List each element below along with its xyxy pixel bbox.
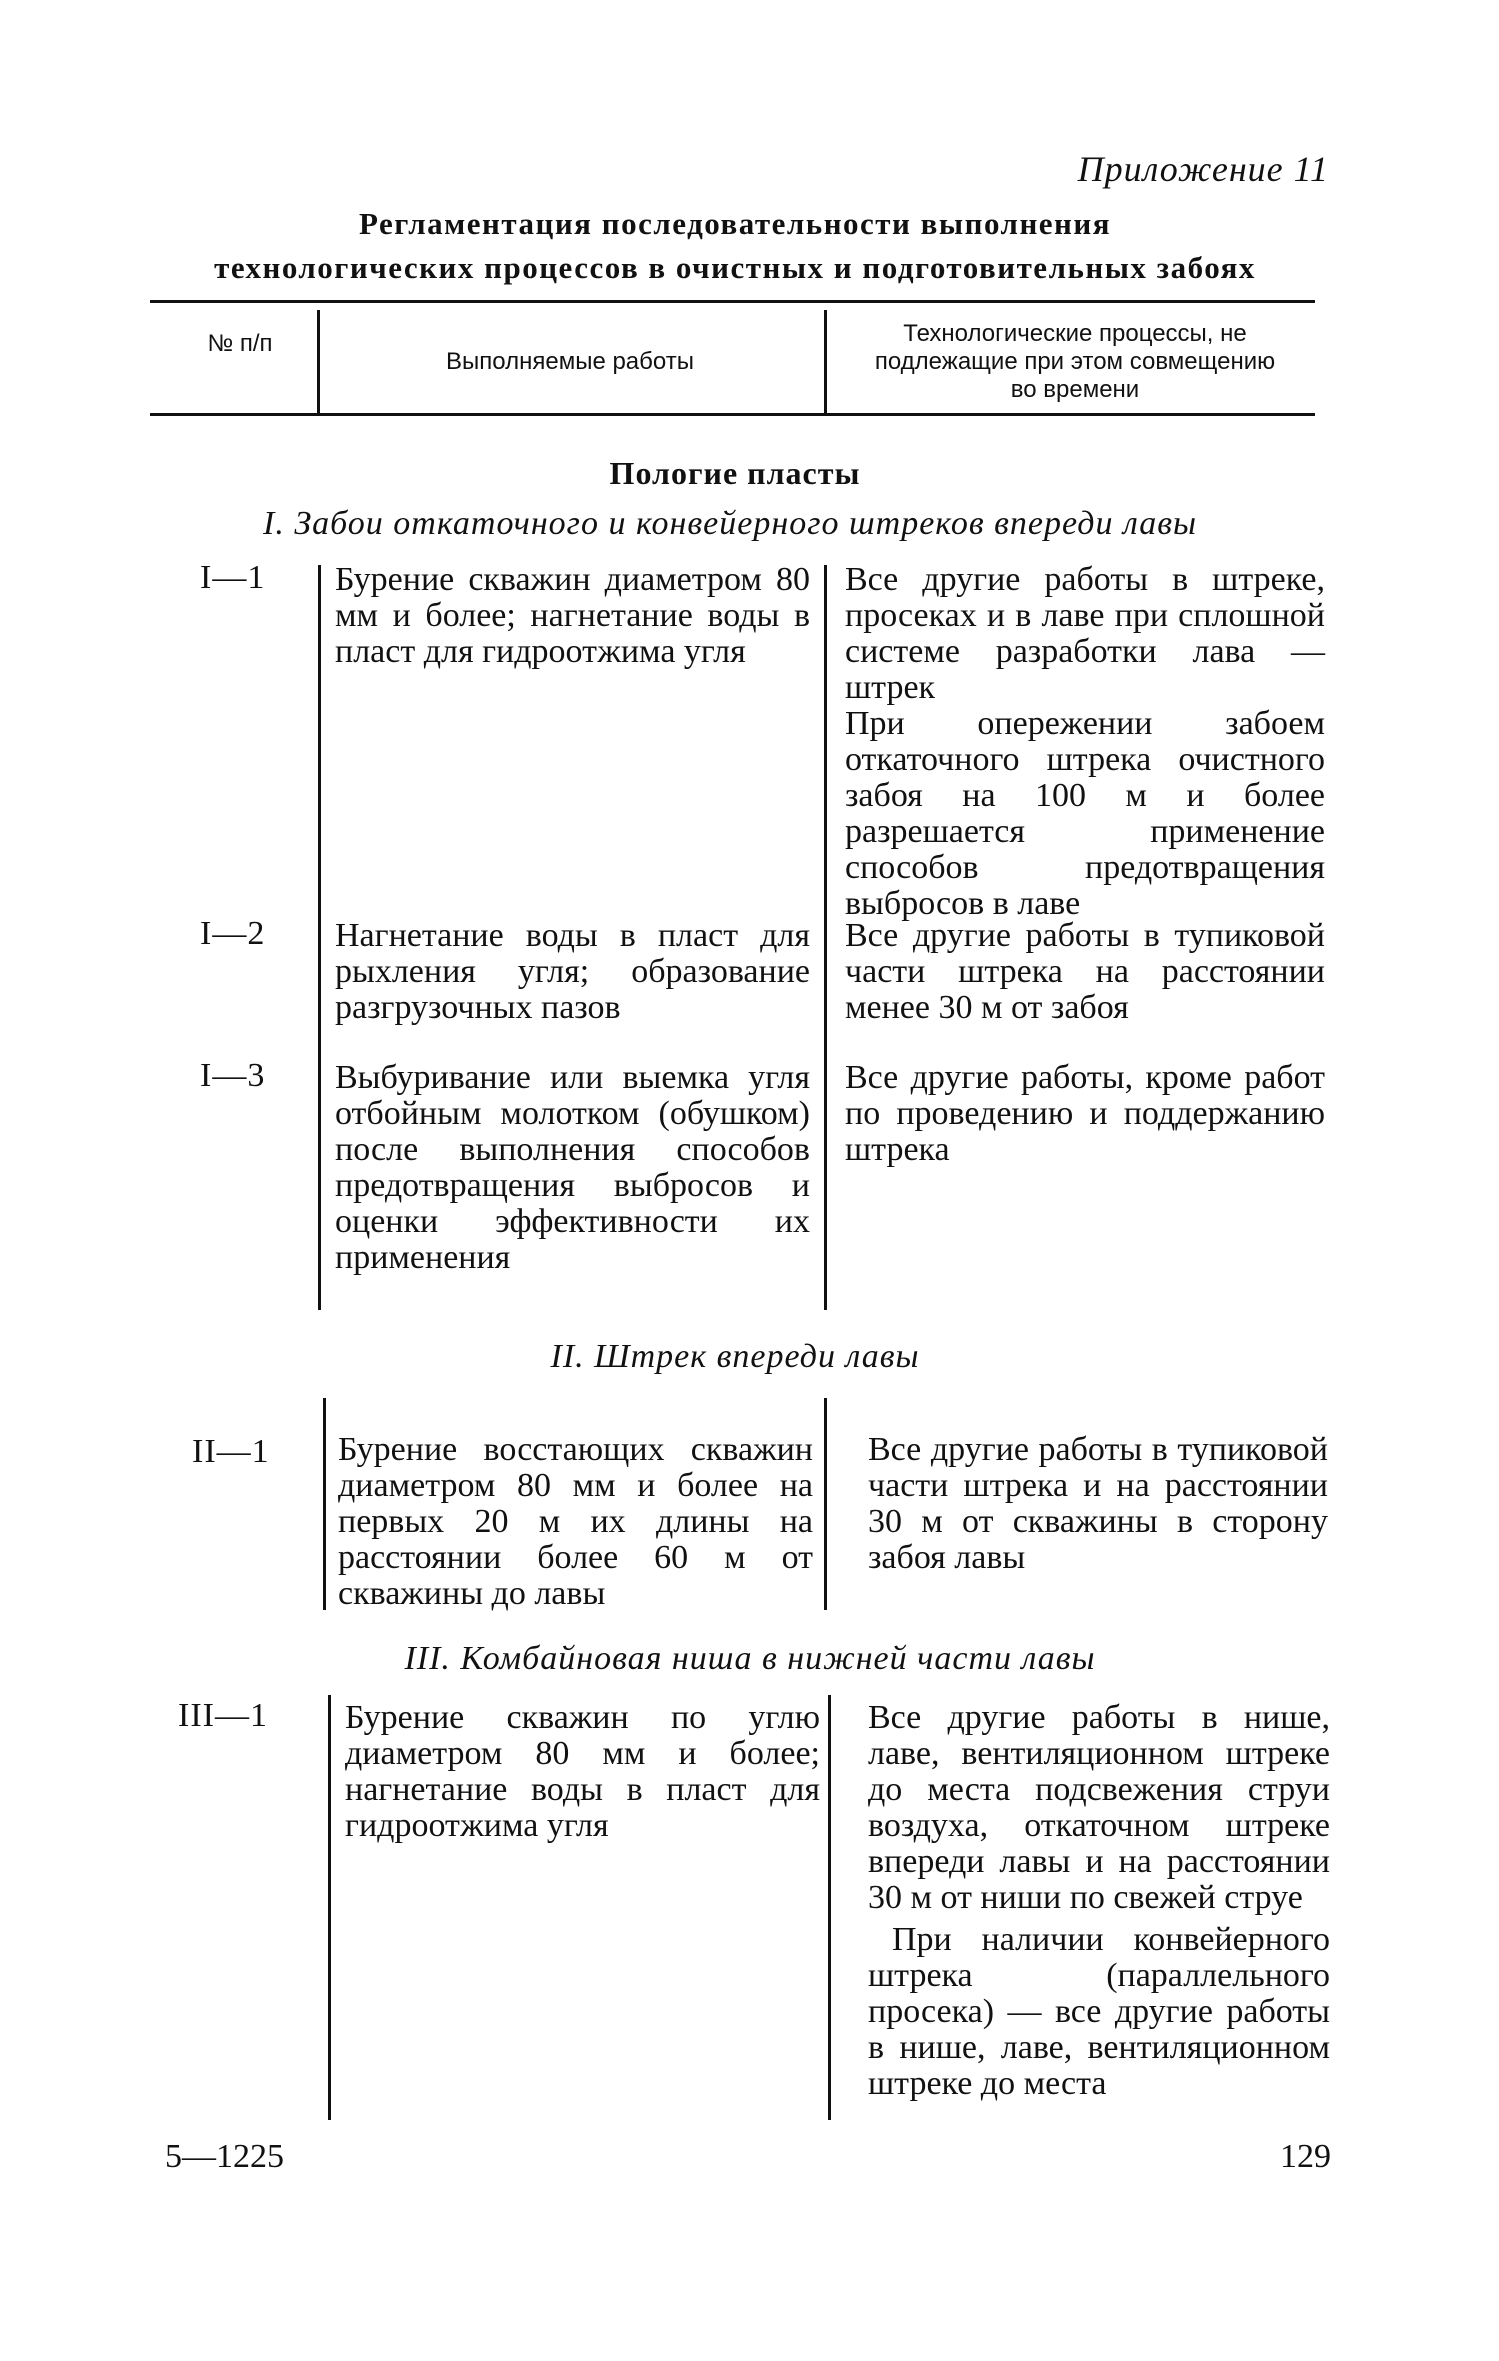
process-item: Все другие работы в нише, лаве, вентиляционном штреке до места подсвежения струи воздуха, откаточном штреке впереди лавы и на расстоянии 30 м от ниши по свежей струе (868, 1699, 1330, 1916)
process-item: При наличии конвейерного штрека (параллельного просека) — все другие работы в нише, лаве, вентиляционном штреке до места (868, 1921, 1330, 2102)
section-3-title: III. Комбайновая ниша в нижней части лавы (404, 1640, 1096, 1677)
row-work: Бурение восстающих скважин диаметром 80 мм и более на первых 20 м их длины на расстоянии более 60 м от скважины до лавы (338, 1431, 813, 1612)
row-number: I—3 (200, 1057, 266, 1094)
process-item: Все другие работы в штреке, просеках и в лаве при сплошной системе разработки лава — штрек (845, 561, 1325, 706)
row-processes (845, 562, 1325, 922)
footer-signature: 5—1225 (165, 2138, 284, 2175)
header-col-work: Выполняемые работы (446, 348, 694, 375)
header-divider-2 (824, 310, 827, 414)
header-divider-1 (317, 310, 320, 414)
heading-gentle-seams: Пологие пласты (609, 455, 861, 491)
section-2-divider-left (323, 1398, 326, 1610)
process-item: Все другие работы в тупиковой части штрека и на расстоянии 30 м от скважины в сторону забоя лавы (868, 1431, 1328, 1576)
row-work: Бурение скважин по углю диаметром 80 мм и более; нагнетание воды в пласт для гидроотжима угля (345, 1699, 820, 1844)
process-item: При опережении забоем откаточного штрека очистного забоя на 100 м и более разрешается применение способов предотвращения выбросов в лаве (845, 705, 1325, 922)
row-number: I—2 (200, 915, 266, 952)
section-1-title: I. Забои откаточного и конвейерного штреков впереди лавы (263, 505, 1197, 542)
section-3-divider-left (328, 1695, 331, 2120)
row-number: I—1 (200, 559, 266, 596)
row-work: Бурение скважин диаметром 80 мм и более; нагнетание воды в пласт для гидроотжима угля (335, 561, 810, 670)
table-top-rule (150, 300, 1315, 303)
document-title (140, 202, 1330, 290)
row-number: III—1 (178, 1697, 268, 1734)
appendix-label: Приложение 11 (1077, 149, 1329, 189)
section-3-divider-right (828, 1695, 831, 2120)
row-work: Нагнетание воды в пласт для рыхления угля; образование разгрузочных пазов (335, 917, 810, 1026)
row-number: II—1 (192, 1433, 270, 1470)
title-line-1: Регламентация последовательности выполнения (358, 206, 1112, 241)
section-2-title: II. Штрек впереди лавы (550, 1338, 920, 1375)
row-processes (845, 1060, 1325, 1168)
row-processes (845, 918, 1325, 1026)
header-col-number: № п/п (207, 330, 273, 357)
section-1-divider-right (824, 565, 827, 1310)
section-1-divider-left (318, 565, 321, 1310)
header-col-process: Технологические процессы, не подлежащие при этом совмещению во времени (874, 320, 1276, 403)
process-item: Все другие работы, кроме работ по проведению и поддержанию штрека (845, 1059, 1325, 1168)
process-item: Все другие работы в тупиковой части штрека на расстоянии менее 30 м от забоя (845, 917, 1325, 1026)
row-processes (868, 1700, 1330, 2102)
section-2-divider-right (824, 1398, 827, 1610)
table-header-rule (150, 413, 1315, 416)
page-number: 129 (1280, 2138, 1331, 2175)
title-line-2: технологических процессов в очистных и подготовительных забоях (214, 250, 1256, 285)
row-processes (868, 1432, 1328, 1576)
row-work: Выбуривание или выемка угля отбойным молотком (обушком) после выполнения способов предотвращения выбросов и оценки эффективности их применения (335, 1059, 810, 1276)
